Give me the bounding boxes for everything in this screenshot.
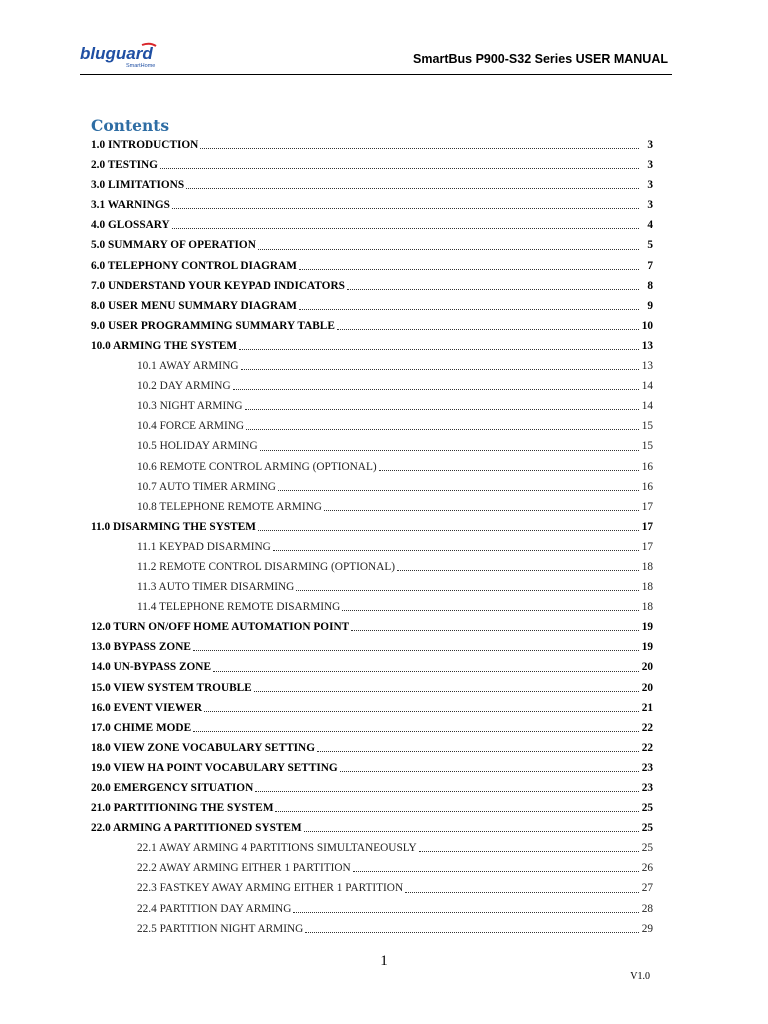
toc-entry-label: 4.0 GLOSSARY [91,219,170,232]
toc-entry[interactable] [91,537,653,557]
toc-entry-page: 19 [641,621,653,634]
page-header [80,40,672,75]
toc-leader-dots [186,188,639,189]
toc-leader-dots [255,791,639,792]
toc-entry[interactable] [91,316,653,336]
toc-entry[interactable] [91,356,653,376]
toc-entry-label: 13.0 BYPASS ZONE [91,641,191,654]
toc-entry[interactable] [91,778,653,798]
toc-entry-label: 22.1 AWAY ARMING 4 PARTITIONS SIMULTANEOUSLY [137,842,417,855]
toc-entry[interactable] [91,657,653,677]
toc-entry[interactable] [91,195,653,215]
toc-entry-page: 4 [647,219,653,232]
toc-entry-page: 13 [641,339,653,352]
toc-entry-page: 25 [641,822,653,835]
toc-entry-label: 11.1 KEYPAD DISARMING [137,540,271,553]
toc-leader-dots [204,711,639,712]
toc-leader-dots [260,450,639,451]
toc-entry-label: 10.6 REMOTE CONTROL ARMING (OPTIONAL) [137,460,377,473]
toc-entry-page: 13 [641,360,653,373]
toc-entry[interactable] [91,497,653,517]
toc-entry[interactable] [91,376,653,396]
toc-entry-label: 15.0 VIEW SYSTEM TROUBLE [91,681,252,694]
toc-entry-page: 9 [647,299,653,312]
toc-leader-dots [405,892,639,893]
toc-leader-dots [246,429,639,430]
toc-entry-page: 26 [641,862,653,875]
toc-entry[interactable] [91,296,653,316]
toc-entry-page: 17 [641,500,653,513]
toc-entry[interactable] [91,798,653,818]
toc-entry[interactable] [91,617,653,637]
toc-leader-dots [304,831,639,832]
toc-leader-dots [337,329,639,330]
toc-entry-page: 3 [647,179,653,192]
toc-entry-page: 28 [641,902,653,915]
toc-leader-dots [353,871,639,872]
toc-entry[interactable] [91,838,653,858]
toc-entry-page: 19 [641,641,653,654]
toc-entry-label: 1.0 INTRODUCTION [91,139,199,151]
toc-entry-label: 22.4 PARTITION DAY ARMING [137,902,292,915]
toc-entry-label: 10.4 FORCE ARMING [137,420,245,433]
toc-entry-label: 11.4 TELEPHONE REMOTE DISARMING [137,601,341,614]
toc-entry[interactable] [91,336,653,356]
toc-leader-dots [397,570,639,571]
toc-entry-label: 10.7 AUTO TIMER ARMING [137,480,276,493]
toc-leader-dots [299,269,639,270]
toc-entry-label: 11.2 REMOTE CONTROL DISARMING (OPTIONAL) [137,560,396,573]
toc-entry-page: 16 [641,480,653,493]
toc-entry[interactable] [91,396,653,416]
toc-leader-dots [296,590,639,591]
toc-entry-page: 20 [641,661,653,674]
toc-entry[interactable] [91,577,653,597]
document-title: SmartBus P900-S32 Series USER MANUAL [413,52,668,66]
toc-leader-dots [258,249,639,250]
toc-leader-dots [245,409,639,410]
toc-entry-label: 10.3 NIGHT ARMING [137,400,243,413]
toc-entry-label: 16.0 EVENT VIEWER [91,701,203,714]
toc-entry-page: 18 [641,601,653,614]
toc-entry[interactable] [91,899,653,919]
toc-leader-dots [351,630,639,631]
toc-entry-page: 14 [641,400,653,413]
toc-entry-label: 14.0 UN-BYPASS ZONE [91,661,211,674]
toc-entry-page: 27 [641,882,653,895]
toc-entry-page: 23 [641,761,653,774]
toc-entry-page: 15 [641,440,653,453]
toc-entry-page: 15 [641,420,653,433]
toc-leader-dots [200,148,639,149]
toc-entry-page: 22 [641,741,653,754]
toc-entry-label: 6.0 TELEPHONY CONTROL DIAGRAM [91,259,297,272]
toc-entry-label: 21.0 PARTITIONING THE SYSTEM [91,802,274,815]
toc-entry-page: 5 [647,239,653,252]
toc-entry-page: 18 [641,560,653,573]
toc-entry[interactable] [91,758,653,778]
toc-leader-dots [241,369,639,370]
toc-entry[interactable] [91,135,653,155]
toc-entry-label: 3.0 LIMITATIONS [91,179,185,192]
bluguard-logo [80,40,170,70]
toc-leader-dots [275,811,639,812]
toc-entry-page: 23 [641,782,653,794]
toc-entry-page: 3 [647,139,653,151]
toc-leader-dots [160,168,639,169]
toc-entry-page: 10 [641,319,653,332]
toc-entry[interactable] [91,276,653,296]
contents-heading: Contents [91,116,170,135]
toc-entry-label: 22.3 FASTKEY AWAY ARMING EITHER 1 PARTITION [137,882,404,895]
toc-entry-label: 12.0 TURN ON/OFF HOME AUTOMATION POINT [91,621,350,634]
toc-entry-label: 10.8 TELEPHONE REMOTE ARMING [137,500,322,513]
toc-leader-dots [172,228,639,229]
toc-entry-page: 25 [641,802,653,815]
toc-leader-dots [172,208,639,209]
version-label: V1.0 [630,971,650,982]
toc-entry-page: 22 [641,721,653,734]
toc-entry[interactable] [91,919,653,939]
toc-leader-dots [193,731,639,732]
toc-entry-label: 10.0 ARMING THE SYSTEM [91,339,238,352]
toc-entry[interactable] [91,878,653,898]
toc-entry-page: 29 [641,922,653,935]
toc-entry-page: 3 [647,159,653,172]
toc-entry[interactable] [91,235,653,255]
page-number: 1 [380,953,388,969]
svg-text:bluguard: bluguard [80,44,153,63]
toc-leader-dots [233,389,639,390]
toc-entry-label: 7.0 UNDERSTAND YOUR KEYPAD INDICATORS [91,279,345,292]
toc-leader-dots [254,691,639,692]
toc-entry-page: 16 [641,460,653,473]
toc-entry-label: 8.0 USER MENU SUMMARY DIAGRAM [91,299,297,312]
toc-entry[interactable] [91,718,653,738]
toc-leader-dots [340,771,639,772]
toc-entry-label: 2.0 TESTING [91,159,158,172]
toc-entry-label: 22.2 AWAY ARMING EITHER 1 PARTITION [137,862,351,875]
toc-leader-dots [258,530,639,531]
table-of-contents [91,135,653,939]
toc-leader-dots [239,349,639,350]
toc-leader-dots [193,650,639,651]
toc-entry-page: 21 [641,701,653,714]
toc-entry-label: 3.1 WARNINGS [91,199,170,212]
toc-entry-label: 22.0 ARMING A PARTITIONED SYSTEM [91,822,302,835]
toc-leader-dots [273,550,639,551]
toc-entry[interactable] [91,597,653,617]
toc-leader-dots [419,851,639,852]
toc-entry[interactable] [91,678,653,698]
toc-leader-dots [324,510,639,511]
toc-entry-label: 5.0 SUMMARY OF OPERATION [91,239,256,252]
toc-entry[interactable] [91,215,653,235]
toc-entry-label: 11.0 DISARMING THE SYSTEM [91,520,256,533]
toc-entry-page: 17 [641,540,653,553]
toc-entry-label: 11.3 AUTO TIMER DISARMING [137,581,295,594]
svg-text:SmartHome: SmartHome [126,63,156,69]
toc-entry-page: 14 [641,380,653,393]
toc-entry-label: 19.0 VIEW HA POINT VOCABULARY SETTING [91,761,338,774]
toc-entry[interactable] [91,818,653,838]
toc-entry-page: 18 [641,581,653,594]
toc-leader-dots [299,309,639,310]
toc-entry[interactable] [91,858,653,878]
toc-leader-dots [305,932,639,933]
toc-leader-dots [379,470,639,471]
toc-entry[interactable] [91,175,653,195]
toc-entry-page: 17 [641,520,653,533]
toc-entry-page: 7 [647,259,653,272]
toc-entry[interactable] [91,738,653,758]
toc-entry[interactable] [91,436,653,456]
toc-leader-dots [347,289,639,290]
toc-entry-label: 17.0 CHIME MODE [91,721,192,734]
toc-entry[interactable] [91,477,653,497]
toc-entry-page: 25 [641,842,653,855]
toc-entry[interactable] [91,256,653,276]
toc-leader-dots [293,912,639,913]
toc-entry[interactable] [91,637,653,657]
toc-entry[interactable] [91,155,653,175]
toc-leader-dots [213,671,639,672]
toc-entry-label: 9.0 USER PROGRAMMING SUMMARY TABLE [91,319,335,332]
toc-entry[interactable] [91,698,653,718]
toc-entry-page: 8 [647,279,653,292]
toc-entry-label: 20.0 EMERGENCY SITUATION [91,782,254,794]
toc-leader-dots [342,610,639,611]
toc-entry-label: 10.1 AWAY ARMING [137,360,239,373]
toc-entry-label: 18.0 VIEW ZONE VOCABULARY SETTING [91,741,316,754]
toc-entry-label: 10.5 HOLIDAY ARMING [137,440,258,453]
toc-entry-label: 22.5 PARTITION NIGHT ARMING [137,922,304,935]
toc-entry[interactable] [91,457,653,477]
toc-leader-dots [317,751,639,752]
toc-entry[interactable] [91,416,653,436]
toc-entry-page: 3 [647,199,653,212]
toc-entry[interactable] [91,517,653,537]
toc-entry[interactable] [91,557,653,577]
toc-leader-dots [278,490,639,491]
toc-entry-label: 10.2 DAY ARMING [137,380,231,393]
toc-entry-page: 20 [641,681,653,694]
